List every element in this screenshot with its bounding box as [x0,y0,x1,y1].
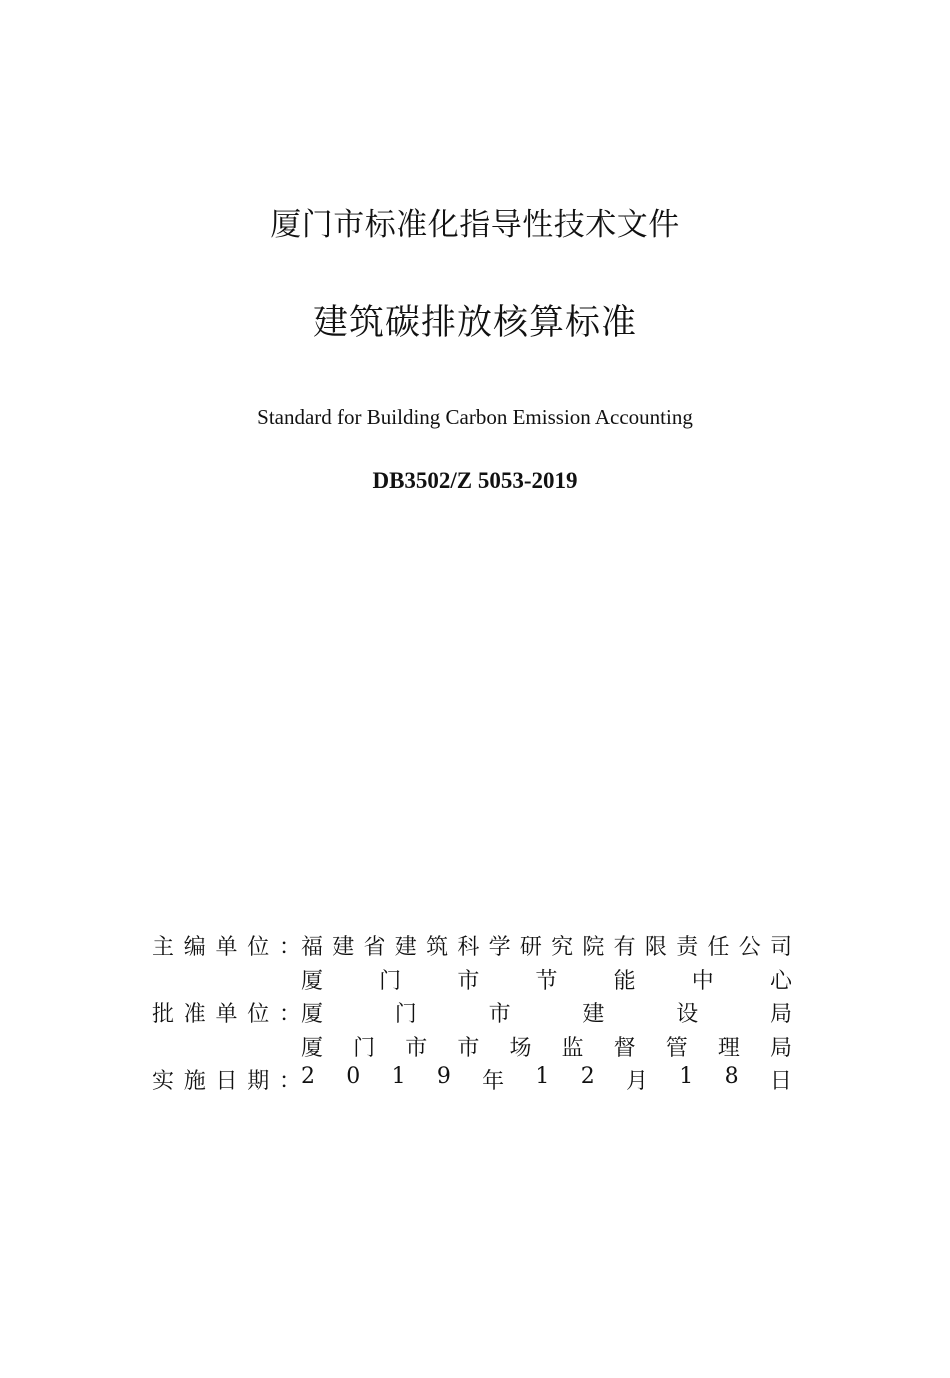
info-value [301,930,792,961]
info-row-effective-date [152,1063,792,1097]
text-char: 理 [717,1035,740,1061]
text-char: 公 [738,935,761,961]
info-label [152,930,301,961]
text-char: 建 [582,1002,605,1028]
text-char: 9 [436,1064,451,1090]
info-value [301,1031,792,1062]
text-char: 门 [353,1035,376,1061]
text-char: ： [278,935,301,961]
info-row-co-editor [152,963,792,997]
text-char: 市 [457,1035,480,1061]
text-char: 市 [405,1035,428,1061]
text-char: 日 [215,1069,238,1095]
text-char: 2 [580,1064,595,1090]
text-char: 2 [301,1064,315,1090]
publication-info [152,929,792,1097]
text-char: 建 [332,935,355,961]
text-char: 单 [215,1002,238,1028]
text-char: 市 [457,968,480,994]
text-char: 科 [457,935,480,961]
text-char: 司 [769,935,792,961]
document-title-chinese: 建筑碳排放核算标准 [312,303,637,343]
document-category: 厦门市标准化指导性技术文件 [270,207,680,243]
text-char: 局 [769,1035,792,1061]
text-char: 省 [363,935,386,961]
text-char: 局 [769,1002,792,1028]
text-char: 准 [183,1002,206,1028]
text-char: 福 [301,935,324,961]
text-char: 0 [346,1064,361,1090]
text-char: 批 [152,1002,175,1028]
text-char: 场 [509,1035,532,1061]
info-row-co-approver [152,1030,792,1064]
text-char: 1 [679,1064,694,1090]
text-char: 门 [379,968,402,994]
text-char: 设 [676,1002,699,1028]
info-value [301,964,792,995]
text-char: 1 [535,1064,550,1090]
text-char: 任 [707,935,730,961]
text-char: ： [278,1069,301,1095]
text-char: 月 [625,1069,648,1095]
info-label [152,997,301,1028]
text-char: 门 [394,1002,417,1028]
text-char: 中 [691,968,714,994]
text-char: 市 [488,1002,511,1028]
text-char: 年 [482,1069,505,1095]
info-value [301,997,792,1028]
text-char: 单 [215,935,238,961]
text-char: 筑 [426,935,449,961]
text-char: 8 [724,1064,739,1090]
text-char: ： [278,1002,301,1028]
info-row-chief-editor [152,929,792,963]
text-char: 编 [183,935,206,961]
info-value [301,1064,792,1095]
standard-code: DB3502/Z 5053-2019 [372,468,578,493]
text-char: 管 [665,1035,688,1061]
text-char: 厦 [301,1002,324,1028]
text-char: 有 [613,935,636,961]
text-char: 究 [551,935,574,961]
document-title-english: Standard for Building Carbon Emission Accounting [257,405,693,429]
text-char: 责 [676,935,699,961]
text-char: 学 [488,935,511,961]
text-char: 心 [769,968,792,994]
text-char: 节 [535,968,558,994]
text-char: 院 [582,935,605,961]
text-char: 厦 [301,968,324,994]
text-char: 督 [613,1035,636,1061]
text-char: 研 [519,935,542,961]
text-char: 主 [152,935,175,961]
text-char: 1 [391,1064,406,1090]
text-char: 位 [247,1002,270,1028]
text-char: 厦 [301,1035,324,1061]
text-char: 期 [247,1069,270,1095]
info-label [152,1064,301,1095]
text-char: 实 [152,1069,175,1095]
text-char: 位 [247,935,270,961]
text-char: 监 [561,1035,584,1061]
text-char: 能 [613,968,636,994]
text-char: 建 [394,935,417,961]
text-char: 日 [769,1069,792,1095]
text-char: 施 [183,1069,206,1095]
info-row-approver [152,996,792,1030]
text-char: 限 [644,935,667,961]
